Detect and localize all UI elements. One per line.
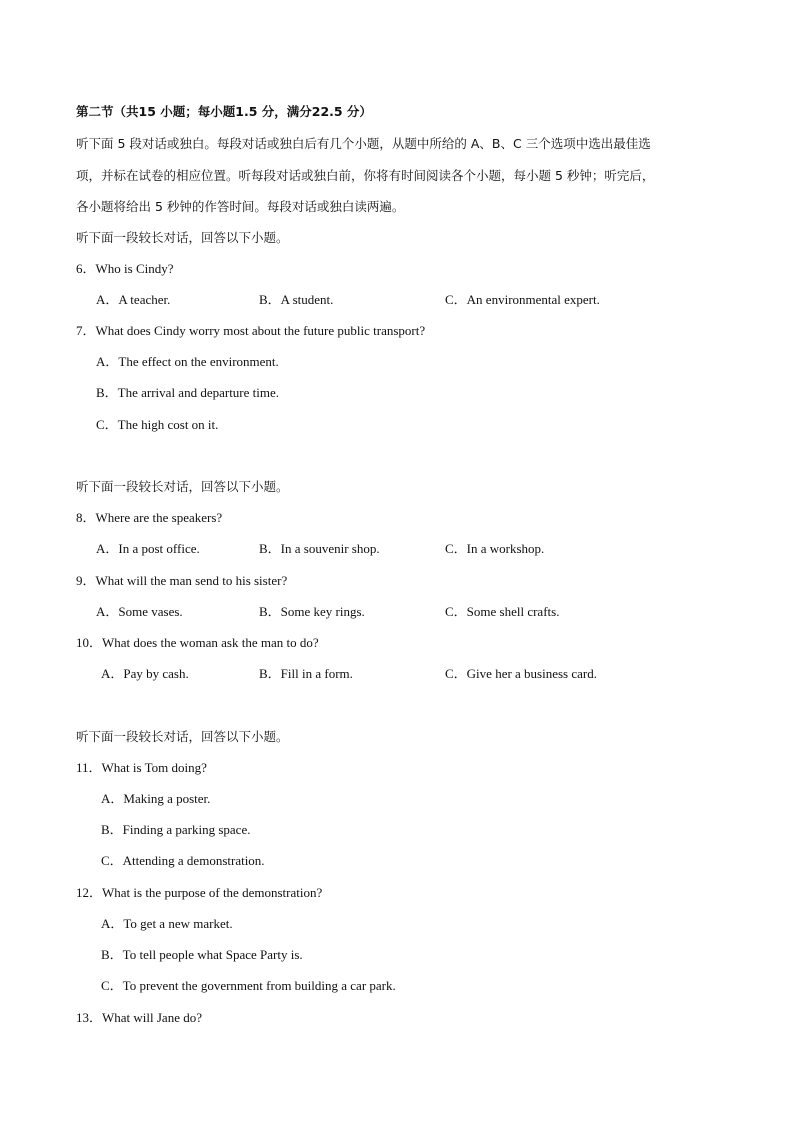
question-stem: 9．What will the man send to his sister? [76, 573, 288, 588]
option-a[interactable]: A．To get a new market. [101, 916, 233, 931]
dialogue-intro: 听下面一段较长对话，回答以下小题。 [76, 729, 289, 744]
option-c[interactable]: C．The high cost on it. [96, 417, 219, 432]
option-a[interactable]: A．A teacher. [96, 292, 171, 307]
option-b[interactable]: B．Some key rings. [259, 604, 365, 619]
option-a[interactable]: A．The effect on the environment. [96, 354, 279, 369]
instruction-line: 项，并标在试卷的相应位置。听每段对话或独白前，你将有时间阅读各个小题，每小题 5 秒钟；听完后， [76, 168, 655, 183]
option-b[interactable]: B．Fill in a form. [259, 666, 353, 681]
question-stem: 13．What will Jane do? [76, 1010, 202, 1025]
option-a[interactable]: A．Pay by cash. [101, 666, 189, 681]
option-c[interactable]: C．Give her a business card. [445, 666, 597, 681]
option-b[interactable]: B．In a souvenir shop. [259, 541, 380, 556]
question-stem: 8．Where are the speakers? [76, 510, 223, 525]
question-stem: 6．Who is Cindy? [76, 261, 174, 276]
option-c[interactable]: C．To prevent the government from building a car park. [101, 978, 396, 993]
dialogue-intro: 听下面一段较长对话，回答以下小题。 [76, 479, 289, 494]
option-c[interactable]: C．An environmental expert. [445, 292, 600, 307]
question-stem: 11．What is Tom doing? [76, 760, 207, 775]
section-header: 第二节（共15 小题；每小题1.5 分，满分22.5 分） [76, 104, 372, 119]
option-b[interactable]: B．The arrival and departure time. [96, 385, 280, 400]
question-stem: 12．What is the purpose of the demonstration? [76, 885, 323, 900]
option-b[interactable]: B．To tell people what Space Party is. [101, 947, 303, 962]
option-c[interactable]: C．Some shell crafts. [445, 604, 560, 619]
option-c[interactable]: C．In a workshop. [445, 541, 545, 556]
option-b[interactable]: B．Finding a parking space. [101, 822, 251, 837]
instruction-line: 各小题将给出 5 秒钟的作答时间。每段对话或独白读两遍。 [76, 199, 405, 214]
option-a[interactable]: A．Some vases. [96, 604, 183, 619]
dialogue-intro: 听下面一段较长对话，回答以下小题。 [76, 230, 289, 245]
option-c[interactable]: C．Attending a demonstration. [101, 853, 265, 868]
instruction-line: 听下面 5 段对话或独白。每段对话或独白后有几个小题，从题中所给的 A、B、C 三个选项中选出最佳选 [76, 136, 651, 151]
option-a[interactable]: A．Making a poster. [101, 791, 211, 806]
option-b[interactable]: B．A student. [259, 292, 334, 307]
question-stem: 10．What does the woman ask the man to do? [76, 635, 319, 650]
question-stem: 7．What does Cindy worry most about the future public transport? [76, 323, 426, 338]
option-a[interactable]: A．In a post office. [96, 541, 200, 556]
